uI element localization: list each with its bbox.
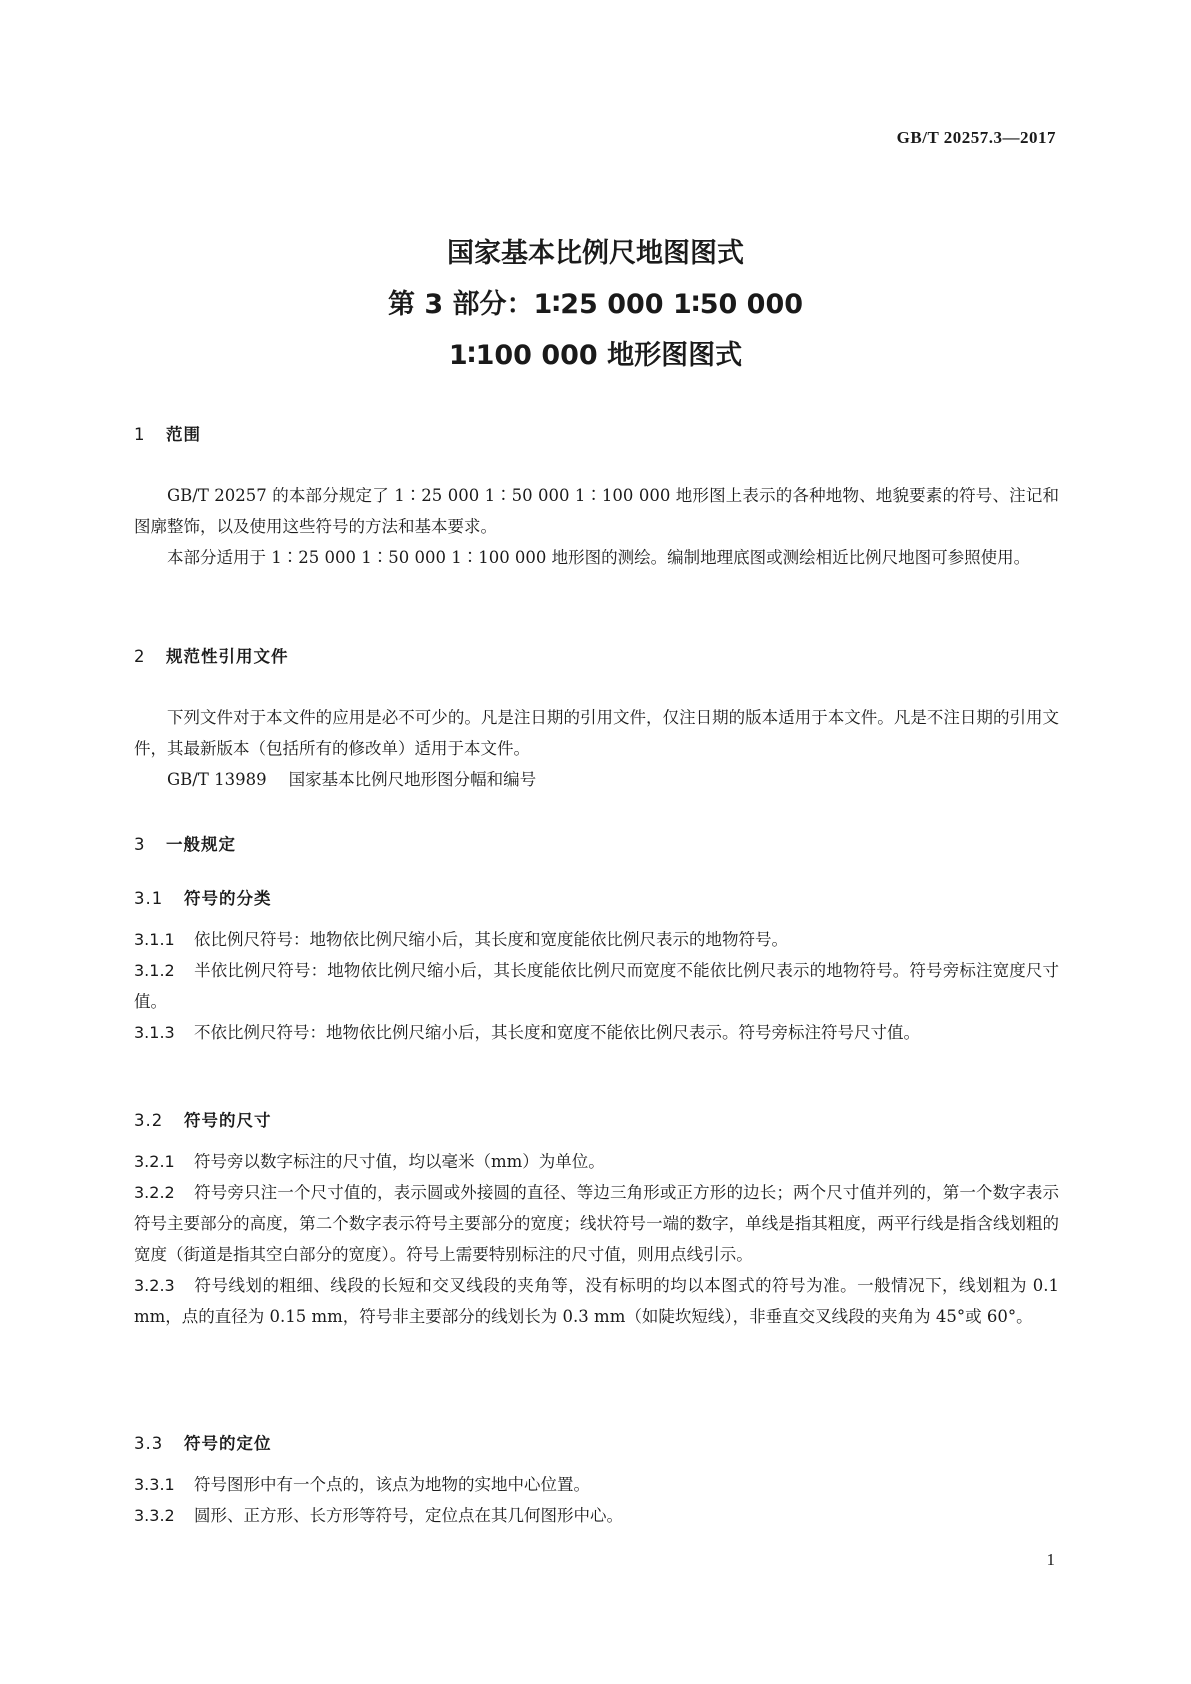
section-1-heading	[134, 421, 201, 445]
section-2-title: 规范性引用文件	[166, 647, 289, 666]
clause-3-1-3-text: 不依比例尺符号：地物依比例尺缩小后，其长度和宽度不能依比例尺表示。符号旁标注符号尺寸值。	[194, 1023, 920, 1042]
section-3-2-body	[134, 1146, 1059, 1332]
section-3-1-title: 符号的分类	[184, 889, 272, 908]
section-3-1-number: 3.1	[134, 889, 164, 908]
clause-3-1-1-number: 3.1.1	[134, 930, 175, 949]
section-1-paragraph-1: GB/T 20257 的本部分规定了 1∶25 000 1∶50 000 1∶100 000 地形图上表示的各种地物、地貌要素的符号、注记和图廓整饰，以及使用这些符号的方法和基本要求。	[134, 486, 1059, 536]
section-3-heading	[134, 831, 236, 855]
clause-3-3-1-text: 符号图形中有一个点的，该点为地物的实地中心位置。	[194, 1475, 590, 1494]
clause-3-2-3-text: 符号线划的粗细、线段的长短和交叉线段的夹角等，没有标明的均以本图式的符号为准。一般情况下，线划粗为 0.1 mm，点的直径为 0.15 mm，符号非主要部分的线划长为 0.3 mm（如陡坎短线），非垂直交叉线段的夹角为 45°或 60°。	[134, 1276, 1059, 1326]
section-1-number: 1	[134, 425, 146, 444]
title-line-1: 国家基本比例尺地图图式	[447, 238, 744, 269]
section-3-title: 一般规定	[166, 835, 236, 854]
section-3-2-number: 3.2	[134, 1111, 164, 1130]
clause-3-2-2	[134, 1177, 1059, 1270]
clause-3-2-2-text: 符号旁只注一个尺寸值的，表示圆或外接圆的直径、等边三角形或正方形的边长；两个尺寸值并列的，第一个数字表示符号主要部分的高度，第二个数字表示符号主要部分的宽度；线状符号一端的数字，单线是指其粗度，两平行线是指含线划粗的宽度（街道是指其空白部分的宽度）。符号上需要特别标注的尺寸值，则用点线引示。	[134, 1183, 1059, 1264]
clause-3-3-2	[134, 1500, 1059, 1531]
section-3-1-heading	[134, 885, 272, 909]
clause-3-2-3	[134, 1270, 1059, 1332]
section-1-body	[134, 480, 1059, 573]
document-title	[0, 228, 1191, 381]
section-3-1-body	[134, 924, 1059, 1048]
title-line-3: 1∶100 000 地形图图式	[448, 340, 743, 371]
section-3-2-heading	[134, 1107, 272, 1131]
page-number: 1	[1046, 1550, 1055, 1569]
section-3-2-title: 符号的尺寸	[184, 1111, 272, 1130]
clause-3-1-1-text: 依比例尺符号：地物依比例尺缩小后，其长度和宽度能依比例尺表示的地物符号。	[194, 930, 788, 949]
title-line-2: 第 3 部分：1∶25 000 1∶50 000	[387, 289, 804, 320]
clause-3-1-2-number: 3.1.2	[134, 961, 175, 980]
section-2-body	[134, 702, 1059, 795]
clause-3-3-2-text: 圆形、正方形、长方形等符号，定位点在其几何图形中心。	[194, 1506, 623, 1525]
clause-3-2-1-number: 3.2.1	[134, 1152, 175, 1171]
normative-reference	[134, 764, 1059, 795]
clause-3-2-2-number: 3.2.2	[134, 1183, 175, 1202]
section-1-title: 范围	[166, 425, 201, 444]
section-3-3-heading	[134, 1430, 272, 1454]
section-3-3-title: 符号的定位	[184, 1434, 272, 1453]
section-2-number: 2	[134, 647, 146, 666]
reference-code: GB/T 13989	[167, 770, 267, 789]
section-2-heading	[134, 643, 289, 667]
clause-3-1-3-number: 3.1.3	[134, 1023, 175, 1042]
clause-3-2-3-number: 3.2.3	[134, 1276, 175, 1295]
section-3-3-body	[134, 1469, 1059, 1531]
section-1-paragraph-2: 本部分适用于 1∶25 000 1∶50 000 1∶100 000 地形图的测绘。编制地理底图或测绘相近比例尺地图可参照使用。	[167, 548, 1031, 567]
section-3-3-number: 3.3	[134, 1434, 164, 1453]
standard-code: GB/T 20257.3—2017	[896, 128, 1056, 147]
clause-3-1-2	[134, 955, 1059, 1017]
clause-3-2-1-text: 符号旁以数字标注的尺寸值，均以毫米（mm）为单位。	[194, 1152, 605, 1171]
clause-3-2-1	[134, 1146, 1059, 1177]
clause-3-1-2-text: 半依比例尺符号：地物依比例尺缩小后，其长度能依比例尺而宽度不能依比例尺表示的地物符号。符号旁标注宽度尺寸值。	[134, 961, 1059, 1011]
clause-3-1-3	[134, 1017, 1059, 1048]
section-3-number: 3	[134, 835, 146, 854]
clause-3-3-1	[134, 1469, 1059, 1500]
reference-title: 国家基本比例尺地形图分幅和编号	[288, 770, 537, 789]
clause-3-3-2-number: 3.3.2	[134, 1506, 175, 1525]
clause-3-3-1-number: 3.3.1	[134, 1475, 175, 1494]
clause-3-1-1	[134, 924, 1059, 955]
section-2-paragraph-1: 下列文件对于本文件的应用是必不可少的。凡是注日期的引用文件，仅注日期的版本适用于本文件。凡是不注日期的引用文件，其最新版本（包括所有的修改单）适用于本文件。	[134, 708, 1059, 758]
